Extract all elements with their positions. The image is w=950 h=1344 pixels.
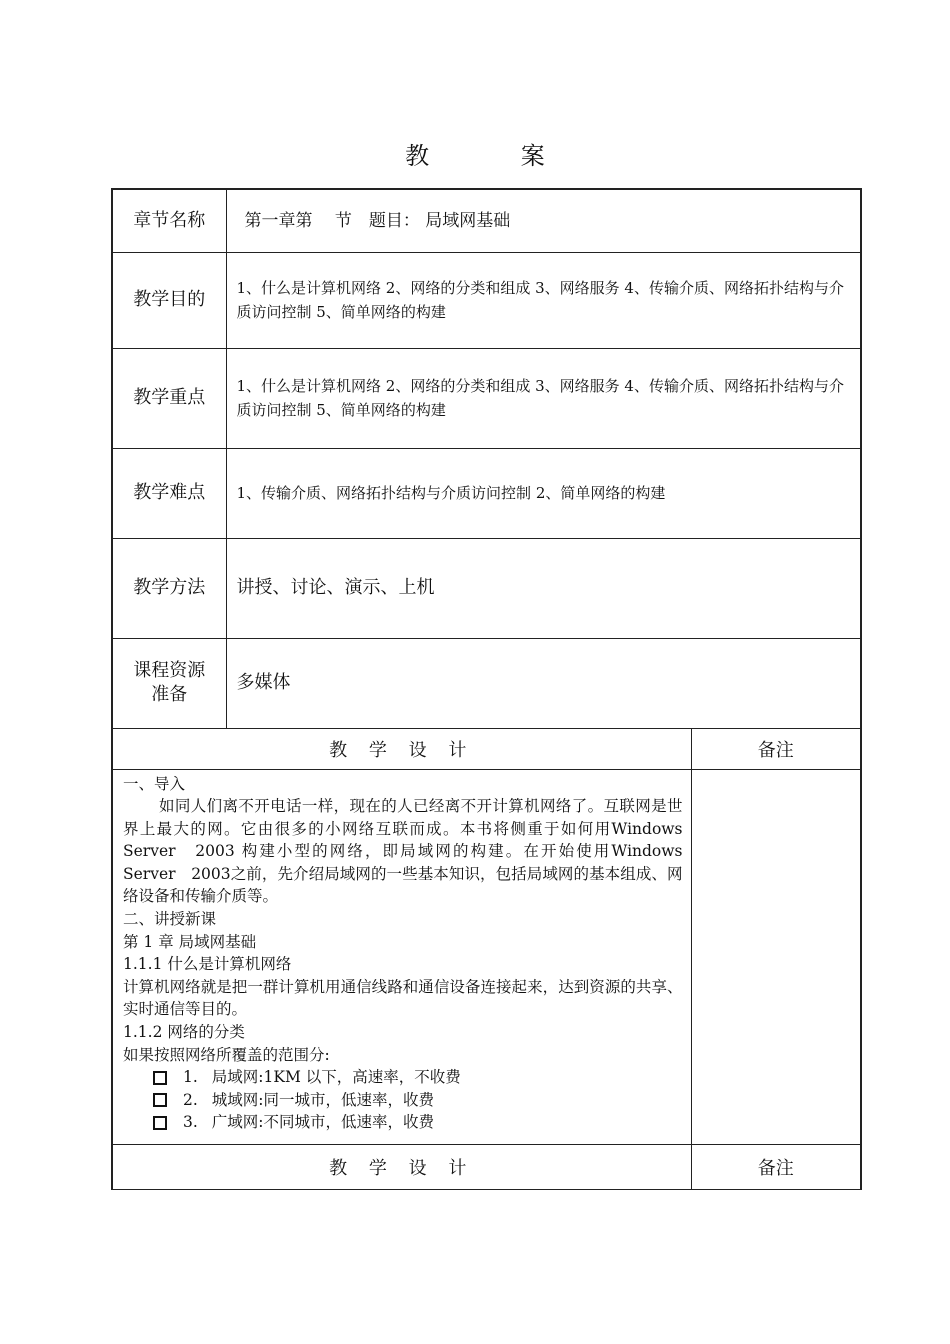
page-title: 教 案	[405, 142, 587, 170]
subsection-1-1-1-text: 计算机网络就是把一群计算机用通信线路和通信设备连接起来，达到资源的共享、实时通信等目的。	[123, 977, 683, 1019]
difficulty-label: 教学难点	[112, 448, 226, 538]
difficulty-value: 1、传输介质、网络拓扑结构与介质访问控制 2、简单网络的构建	[226, 448, 861, 538]
checkbox-icon	[153, 1116, 167, 1130]
design-header: 教 学 设 计	[112, 728, 691, 769]
list-item-text: 局域网:1KM 以下，高速率，不收费	[211, 1068, 461, 1087]
list-item-number: 1.	[183, 1068, 198, 1087]
method-row	[112, 538, 861, 638]
lesson-plan-table	[111, 188, 862, 1190]
list-item-number: 2.	[183, 1090, 198, 1109]
keypoint-row	[112, 348, 861, 448]
checkbox-icon	[153, 1093, 167, 1107]
design-header-row	[112, 728, 861, 769]
subsection-1-1-2-text: 如果按照网络所覆盖的范围分:	[123, 1045, 330, 1064]
resource-label-line1: 课程资源	[133, 660, 206, 681]
section-intro-heading: 一、导入	[123, 774, 186, 793]
keypoint-value: 1、什么是计算机网络 2、网络的分类和组成 3、网络服务 4、传输介质、网络拓扑结构与介质访问控制 5、简单网络的构建	[226, 348, 861, 448]
design-footer-header: 教 学 设 计	[112, 1145, 691, 1190]
section-lecture-heading: 二、讲授新课	[123, 910, 217, 929]
chapter-label: 章节名称	[112, 189, 226, 252]
network-type-list	[123, 1066, 683, 1134]
remark-cell	[691, 769, 861, 1145]
list-item-text: 广域网:不同城市，低速率，收费	[211, 1113, 435, 1132]
design-footer-row	[112, 1145, 861, 1190]
list-item	[153, 1089, 683, 1112]
subsection-1-1-2-heading: 1.1.2 网络的分类	[123, 1023, 245, 1042]
list-item	[153, 1066, 683, 1089]
resource-value: 多媒体	[226, 638, 861, 728]
chapter-heading: 第 1 章 局域网基础	[123, 932, 257, 951]
difficulty-row	[112, 448, 861, 538]
checkbox-icon	[153, 1071, 167, 1085]
list-item	[153, 1111, 683, 1134]
resource-label-line2: 准备	[151, 684, 188, 705]
list-item-text: 城域网:同一城市，低速率，收费	[211, 1090, 435, 1109]
objective-label: 教学目的	[112, 252, 226, 348]
keypoint-label: 教学重点	[112, 348, 226, 448]
resource-label	[112, 638, 226, 728]
resource-row	[112, 638, 861, 728]
subsection-1-1-1-heading: 1.1.1 什么是计算机网络	[123, 955, 292, 974]
design-content	[112, 769, 699, 1145]
remark-header: 备注	[691, 728, 861, 769]
method-value: 讲授、讨论、演示、上机	[226, 538, 861, 638]
chapter-value: 第一章第 节 题目： 局域网基础	[226, 189, 861, 252]
method-label: 教学方法	[112, 538, 226, 638]
objective-row	[112, 252, 861, 348]
list-item-number: 3.	[183, 1113, 198, 1132]
intro-paragraph: 如同人们离不开电话一样，现在的人已经离不开计算机网络了。互联网是世界上最大的网。它由很多的小网络互联而成。本书将侧重于如何用Windows Server 2003 构建小型的网络，即局域网的构建。在开始使用Windows Server 2003之前，先介绍局域网的一些基本知识，包括局域网的基本组成、网络设备和传输介质等。	[123, 797, 699, 906]
chapter-row	[112, 189, 861, 252]
remark-footer-header: 备注	[691, 1145, 861, 1190]
objective-value: 1、什么是计算机网络 2、网络的分类和组成 3、网络服务 4、传输介质、网络拓扑结构与介质访问控制 5、简单网络的构建	[226, 252, 861, 348]
design-body-row	[112, 769, 861, 1145]
